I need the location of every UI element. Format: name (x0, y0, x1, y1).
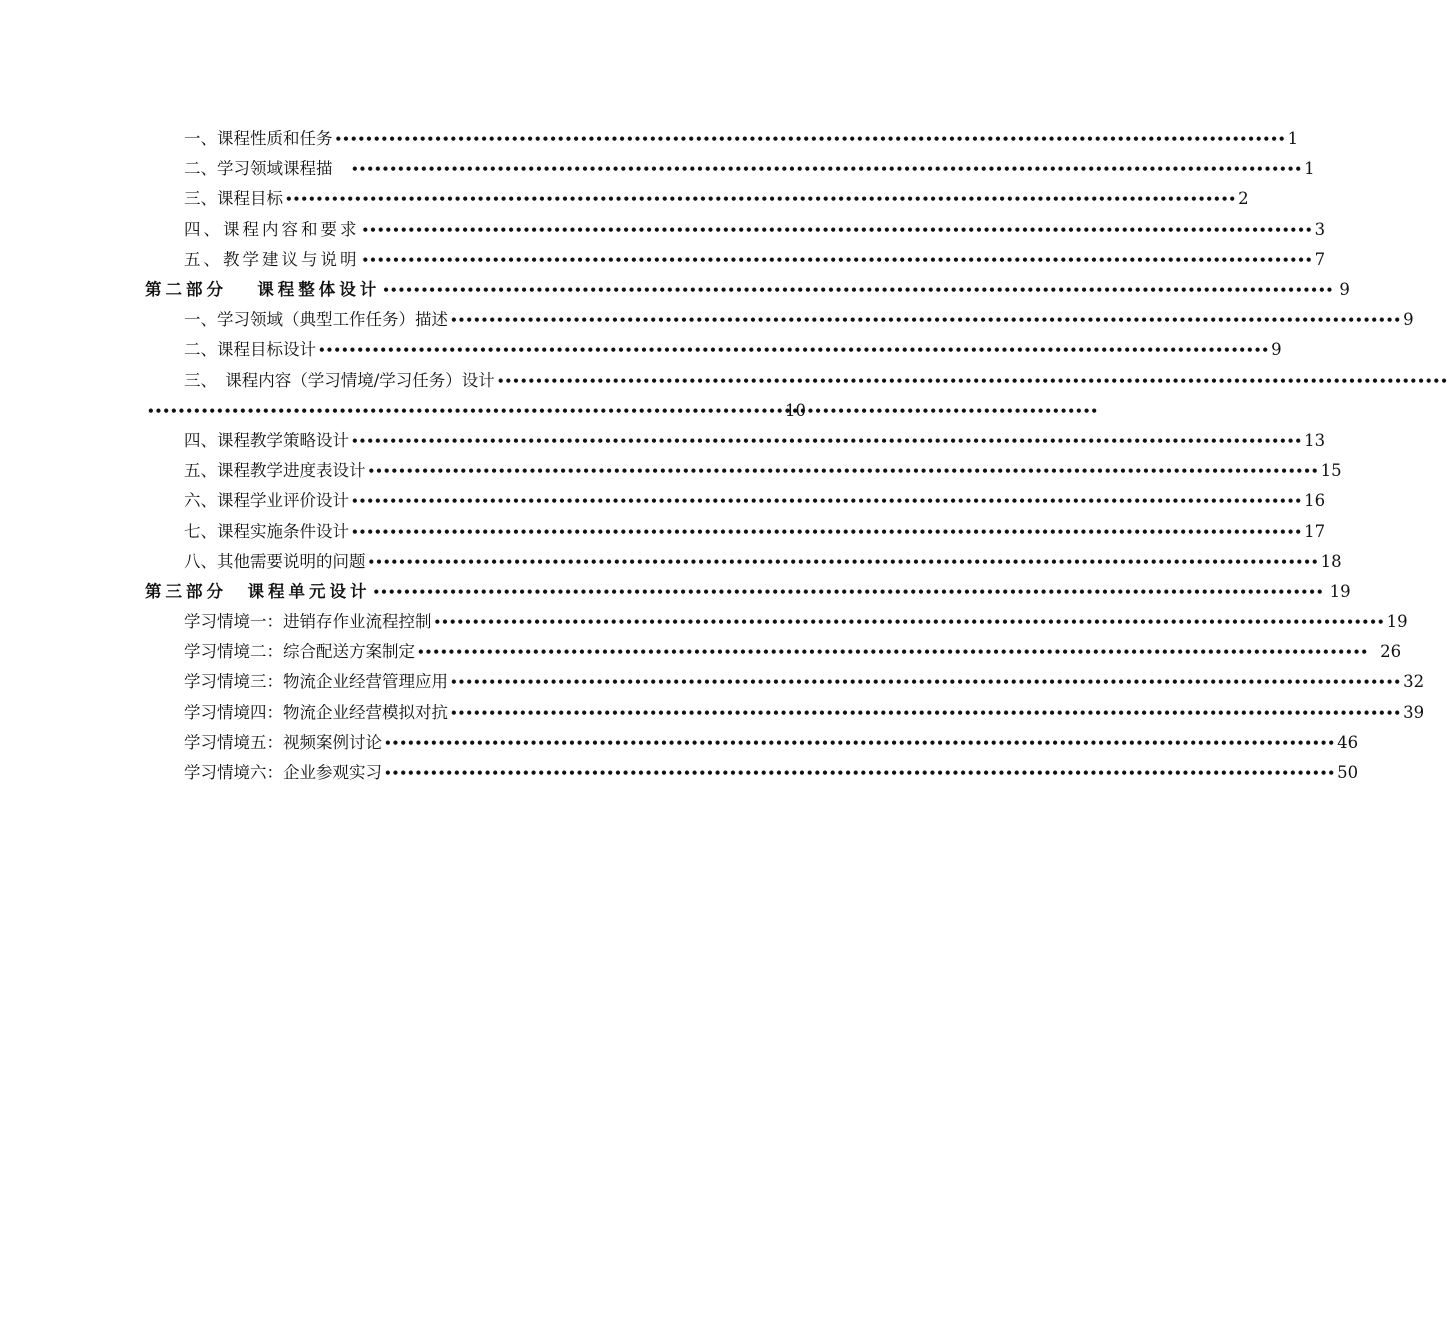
toc-entry-label: 学习情境四：物流企业经营模拟对抗 (184, 702, 448, 722)
toc-leader-dots (450, 698, 1401, 728)
toc-entry-label: 一、学习领域（典型工作任务）描述 (184, 310, 448, 330)
toc-entry-wrapped[interactable] (0, 366, 806, 396)
toc-entry-page: 9 (1271, 340, 1282, 360)
toc-leader-dots (362, 245, 1313, 275)
toc-leader-dots (497, 366, 1448, 396)
toc-entry-page: 10 (785, 400, 806, 420)
toc-entry[interactable] (0, 245, 1326, 275)
toc-part-heading[interactable] (0, 275, 1350, 305)
toc-entry-page: 18 (1320, 551, 1342, 571)
toc-leader-dots (450, 667, 1401, 697)
toc-entry-page: 9 (1403, 310, 1414, 330)
toc-entry[interactable] (0, 758, 1359, 788)
toc-entry-label: 三、 课程内容（学习情境/学习任务）设计 (184, 370, 495, 390)
toc-entry[interactable] (0, 335, 1282, 365)
toc-entry-label: 五、教学建议与说明 (184, 249, 360, 269)
toc-part-page: 9 (1339, 280, 1350, 300)
toc-entry-label: 六、课程学业评价设计 (184, 491, 349, 511)
toc-entry[interactable] (0, 426, 1326, 456)
toc-entry[interactable] (0, 728, 1359, 758)
toc-entry-label: 八、其他需要说明的问题 (184, 551, 366, 571)
toc-entry-label: 四、课程教学策略设计 (184, 430, 349, 450)
toc-entry-label: 一、课程性质和任务 (184, 129, 333, 149)
toc-leader-dots (368, 547, 1319, 577)
toc-leader-dots (147, 396, 161, 426)
table-of-contents (0, 124, 1425, 788)
toc-leader-dots (351, 486, 1302, 516)
toc-leader-dots (384, 758, 1335, 788)
toc-entry-label: 学习情境二：综合配送方案制定 (184, 642, 415, 662)
toc-entry-wrapped-continuation[interactable] (0, 396, 806, 426)
toc-entry-page: 32 (1403, 672, 1425, 692)
toc-entry-page: 13 (1304, 430, 1326, 450)
toc-entry-label: 三、课程目标 (184, 189, 283, 209)
toc-entry-page: 50 (1337, 763, 1359, 783)
toc-entry-page: 19 (1386, 612, 1408, 632)
toc-leader-dots (362, 215, 1313, 245)
toc-entry-label: 二、课程目标设计 (184, 340, 316, 360)
toc-entry-label: 七、课程实施条件设计 (184, 521, 349, 541)
toc-entry[interactable] (0, 516, 1326, 546)
toc-entry-page: 46 (1337, 732, 1359, 752)
toc-entry[interactable] (0, 547, 1342, 577)
toc-part-label: 第三部分 课程单元设计 (145, 581, 371, 601)
toc-entry-page: 39 (1403, 702, 1425, 722)
toc-leader-dots (373, 577, 1324, 607)
toc-entry-page: 7 (1314, 249, 1326, 269)
toc-entry[interactable] (0, 154, 1315, 184)
toc-entry[interactable] (0, 607, 1408, 637)
toc-part-heading[interactable] (0, 577, 1351, 607)
toc-leader-dots (335, 124, 1286, 154)
toc-entry[interactable] (0, 486, 1326, 516)
toc-entry-label: 学习情境五：视频案例讨论 (184, 732, 382, 752)
toc-entry-label: 学习情境六：企业参观实习 (184, 763, 382, 783)
toc-entry-page: 15 (1320, 461, 1342, 481)
toc-entry[interactable] (0, 124, 1299, 154)
toc-entry[interactable] (0, 215, 1326, 245)
toc-leader-dots (434, 607, 1385, 637)
toc-entry[interactable] (0, 698, 1425, 728)
toc-part-label: 第二部分 课程整体设计 (145, 280, 381, 300)
toc-entry-page: 16 (1304, 491, 1326, 511)
toc-entry-page: 3 (1314, 219, 1326, 239)
toc-entry[interactable] (0, 667, 1425, 697)
toc-entry-label: 五、课程教学进度表设计 (184, 461, 366, 481)
toc-entry[interactable] (0, 184, 1249, 214)
toc-entry-label: 二、学习领域课程描 (184, 159, 349, 179)
toc-leader-dots (450, 305, 1401, 335)
toc-leader-dots (382, 275, 1333, 305)
toc-leader-dots (285, 184, 1236, 214)
toc-entry-page: 1 (1304, 159, 1315, 179)
toc-entry-label: 学习情境一：进销存作业流程控制 (184, 612, 432, 632)
toc-entry-label: 四、课程内容和要求 (184, 219, 360, 239)
toc-entry-page: 1 (1287, 129, 1299, 149)
toc-leader-dots (351, 426, 1302, 456)
toc-leader-dots (417, 637, 1368, 667)
toc-leader-dots (318, 335, 1269, 365)
toc-leader-dots (351, 517, 1302, 547)
toc-leader-dots (384, 728, 1335, 758)
toc-entry-label: 学习情境三：物流企业经营管理应用 (184, 672, 448, 692)
toc-part-page: 19 (1329, 581, 1351, 601)
toc-entry[interactable] (0, 305, 1414, 335)
toc-entry-page: 26 (1380, 642, 1402, 662)
toc-entry[interactable] (0, 637, 1402, 667)
toc-entry-page: 17 (1304, 521, 1326, 541)
toc-leader-dots (368, 456, 1319, 486)
toc-leader-dots (351, 154, 1302, 184)
toc-entry[interactable] (0, 456, 1342, 486)
toc-entry-page: 2 (1238, 189, 1249, 209)
